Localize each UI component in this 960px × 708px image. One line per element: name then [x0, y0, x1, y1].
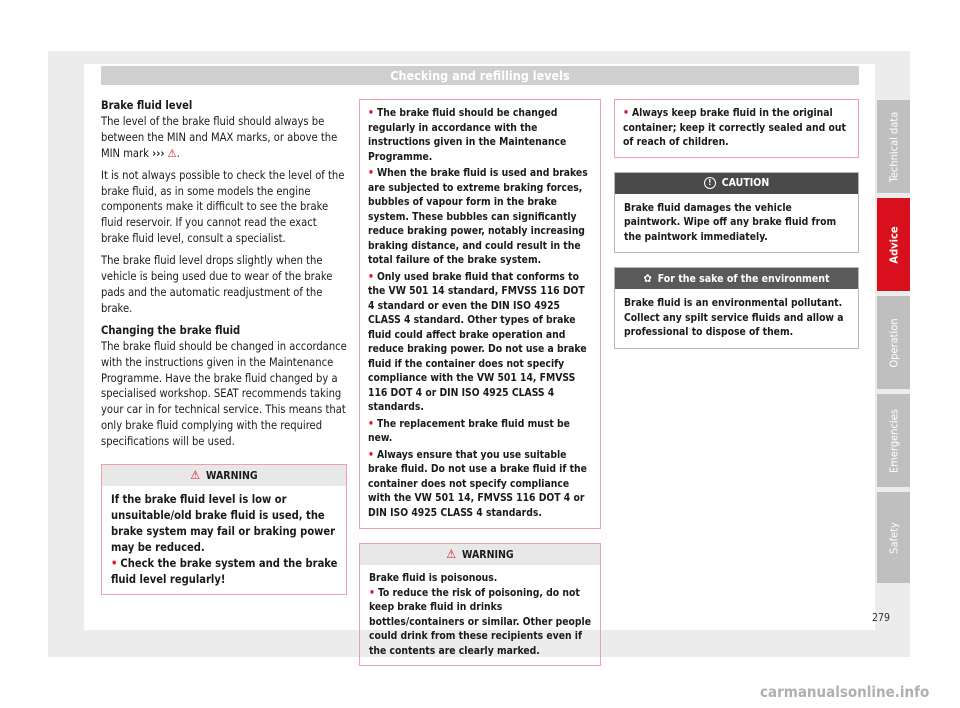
bullet-icon: • [369, 586, 375, 599]
tab-label: Operation [887, 317, 900, 368]
warning-bullet [111, 556, 338, 588]
list-item-text: The brake fluid should be changed regularly in accordance with the instructions given in the Maintenance Programme. [368, 107, 567, 163]
tab-safety[interactable] [877, 492, 910, 583]
environment-body [615, 289, 858, 348]
tab-label: Emergencies [887, 408, 900, 473]
column-3 [614, 99, 859, 349]
warning-label: WARNING [462, 549, 514, 561]
warning-bullet-text: Check the brake system and the brake fluid level regularly! [111, 556, 338, 586]
caution-info-icon: ! [704, 177, 716, 189]
warning-label: WARNING [206, 470, 258, 483]
list-item [368, 270, 592, 415]
environment-box [614, 267, 859, 349]
bullet-icon: • [623, 107, 629, 119]
warning-triangle-icon: ⚠ [446, 547, 457, 561]
page-number: 279 [872, 612, 891, 624]
caution-box [614, 172, 859, 254]
tab-operation[interactable] [877, 296, 910, 389]
environment-header [615, 268, 858, 289]
caution-label: CAUTION [721, 176, 770, 189]
warning-box-poison [359, 543, 601, 666]
list-item [623, 106, 850, 150]
warning-header [102, 465, 346, 486]
list-item [368, 417, 592, 446]
paragraph-level: The level of the brake fluid should always be between the MIN and MAX marks, or above the MIN mark ››› ⚠. [101, 114, 338, 160]
caution-header [615, 173, 858, 194]
column-2 [359, 99, 601, 666]
tab-technical-data[interactable] [877, 100, 910, 193]
environment-flower-icon: ✿ [643, 272, 652, 285]
cross-reference-arrows[interactable]: ››› [152, 146, 165, 160]
list-item-text: The replacement brake fluid must be new. [368, 417, 570, 444]
paragraph-changing: The brake fluid should be changed in accordance with the instructions given in the Maintenance Programme. Have the brake fluid changed by a specialised workshop. SEAT recommends taking your car in for technical service. This means that only brake fluid complying with the required specifications will be used. [101, 339, 347, 449]
warning-triangle-icon: ⚠ [190, 468, 201, 483]
list-item [368, 448, 592, 521]
list-item [368, 106, 592, 164]
bullet-icon: • [368, 448, 374, 461]
bullet-icon: • [368, 107, 374, 119]
bullet-icon: • [368, 417, 374, 430]
list-item-text: When the brake fluid is used and brakes are subjected to extreme braking forces, bubbles of vapour form in the brake system. These bubbles can significantly reduce braking power, notably increasing braking distance, and could result in the total failure of the brake system. [368, 167, 588, 266]
watermark: carmanualsonline.info [760, 683, 930, 701]
environment-text: Brake fluid is an environmental pollutant. Collect any spilt service fluids and allow a professional to dispose of them. [624, 297, 844, 338]
list-item [368, 166, 592, 268]
paragraph-check: It is not always possible to check the level of the brake fluid, as in some models the engine components make it difficult to see the brake fluid reservoir. If you cannot read the exact brake fluid level, consult a specialist. [101, 168, 345, 246]
list-item-text: Only used brake fluid that conforms to the VW 501 14 standard, FMVSS 116 DOT 4 standard or even the DIN ISO 4925 CLASS 4 standard. Other types of brake fluid could affect brake operation and reduce braking power. Do not use a brake fluid if the container does not specify compliance with the VW 501 14, FMVSS 116 DOT 4 or DIN ISO 4925 CLASS 4 standards. [368, 270, 587, 413]
warning-continuation-box [359, 99, 601, 529]
caution-body [615, 194, 858, 253]
tab-advice[interactable] [877, 198, 910, 291]
column-1 [101, 98, 347, 595]
tab-label: Technical data [887, 111, 900, 182]
caution-text: Brake fluid damages the vehicle paintwork. Wipe off any brake fluid from the paintwork immediately. [624, 201, 837, 243]
tab-emergencies[interactable] [877, 394, 910, 487]
warning-header [360, 544, 600, 565]
warning-triangle-icon: ⚠ [167, 146, 177, 160]
bullet-icon: • [368, 270, 374, 283]
warning-body [360, 565, 600, 665]
page-header-title: Checking and refilling levels [101, 66, 859, 85]
warning-text: Brake fluid is poisonous. [369, 572, 498, 584]
tab-label: Advice [887, 225, 900, 264]
bullet-icon: • [111, 556, 118, 570]
heading-changing-brake-fluid: Changing the brake fluid [101, 323, 241, 337]
warning-box [101, 464, 347, 595]
paragraph-level-text: The level of the brake fluid should always be between the MIN and MAX marks, or above the MIN mark [101, 114, 338, 160]
warning-text: If the brake fluid level is low or unsuitable/old brake fluid is used, the brake system may fail or braking power may be reduced. [111, 493, 336, 554]
warning-bullet-text: To reduce the risk of poisoning, do not keep brake fluid in drinks bottles/containers or similar. Other people could drink from these recipients even if the contents are clearly marked. [369, 586, 591, 657]
list-item-text: Always keep brake fluid in the original container; keep it correctly sealed and out of reach of children. [623, 107, 846, 148]
warning-bullet [369, 586, 592, 659]
tab-label: Safety [887, 521, 900, 554]
paragraph-drop: The brake fluid level drops slightly when the vehicle is being used due to wear of the brake pads and the automatic readjustment of the brake. [101, 254, 333, 315]
bullet-icon: • [368, 167, 374, 179]
list-item-text: Always ensure that you use suitable brake fluid. Do not use a brake fluid if the container does not specify compliance with the VW 501 14, FMVSS 116 DOT 4 or DIN ISO 4925 CLASS 4 standards. [368, 448, 587, 519]
warning-continuation-box [614, 99, 859, 158]
heading-brake-fluid-level: Brake fluid level [101, 99, 193, 112]
environment-label: For the sake of the environment [657, 273, 830, 285]
warning-body [102, 486, 346, 594]
